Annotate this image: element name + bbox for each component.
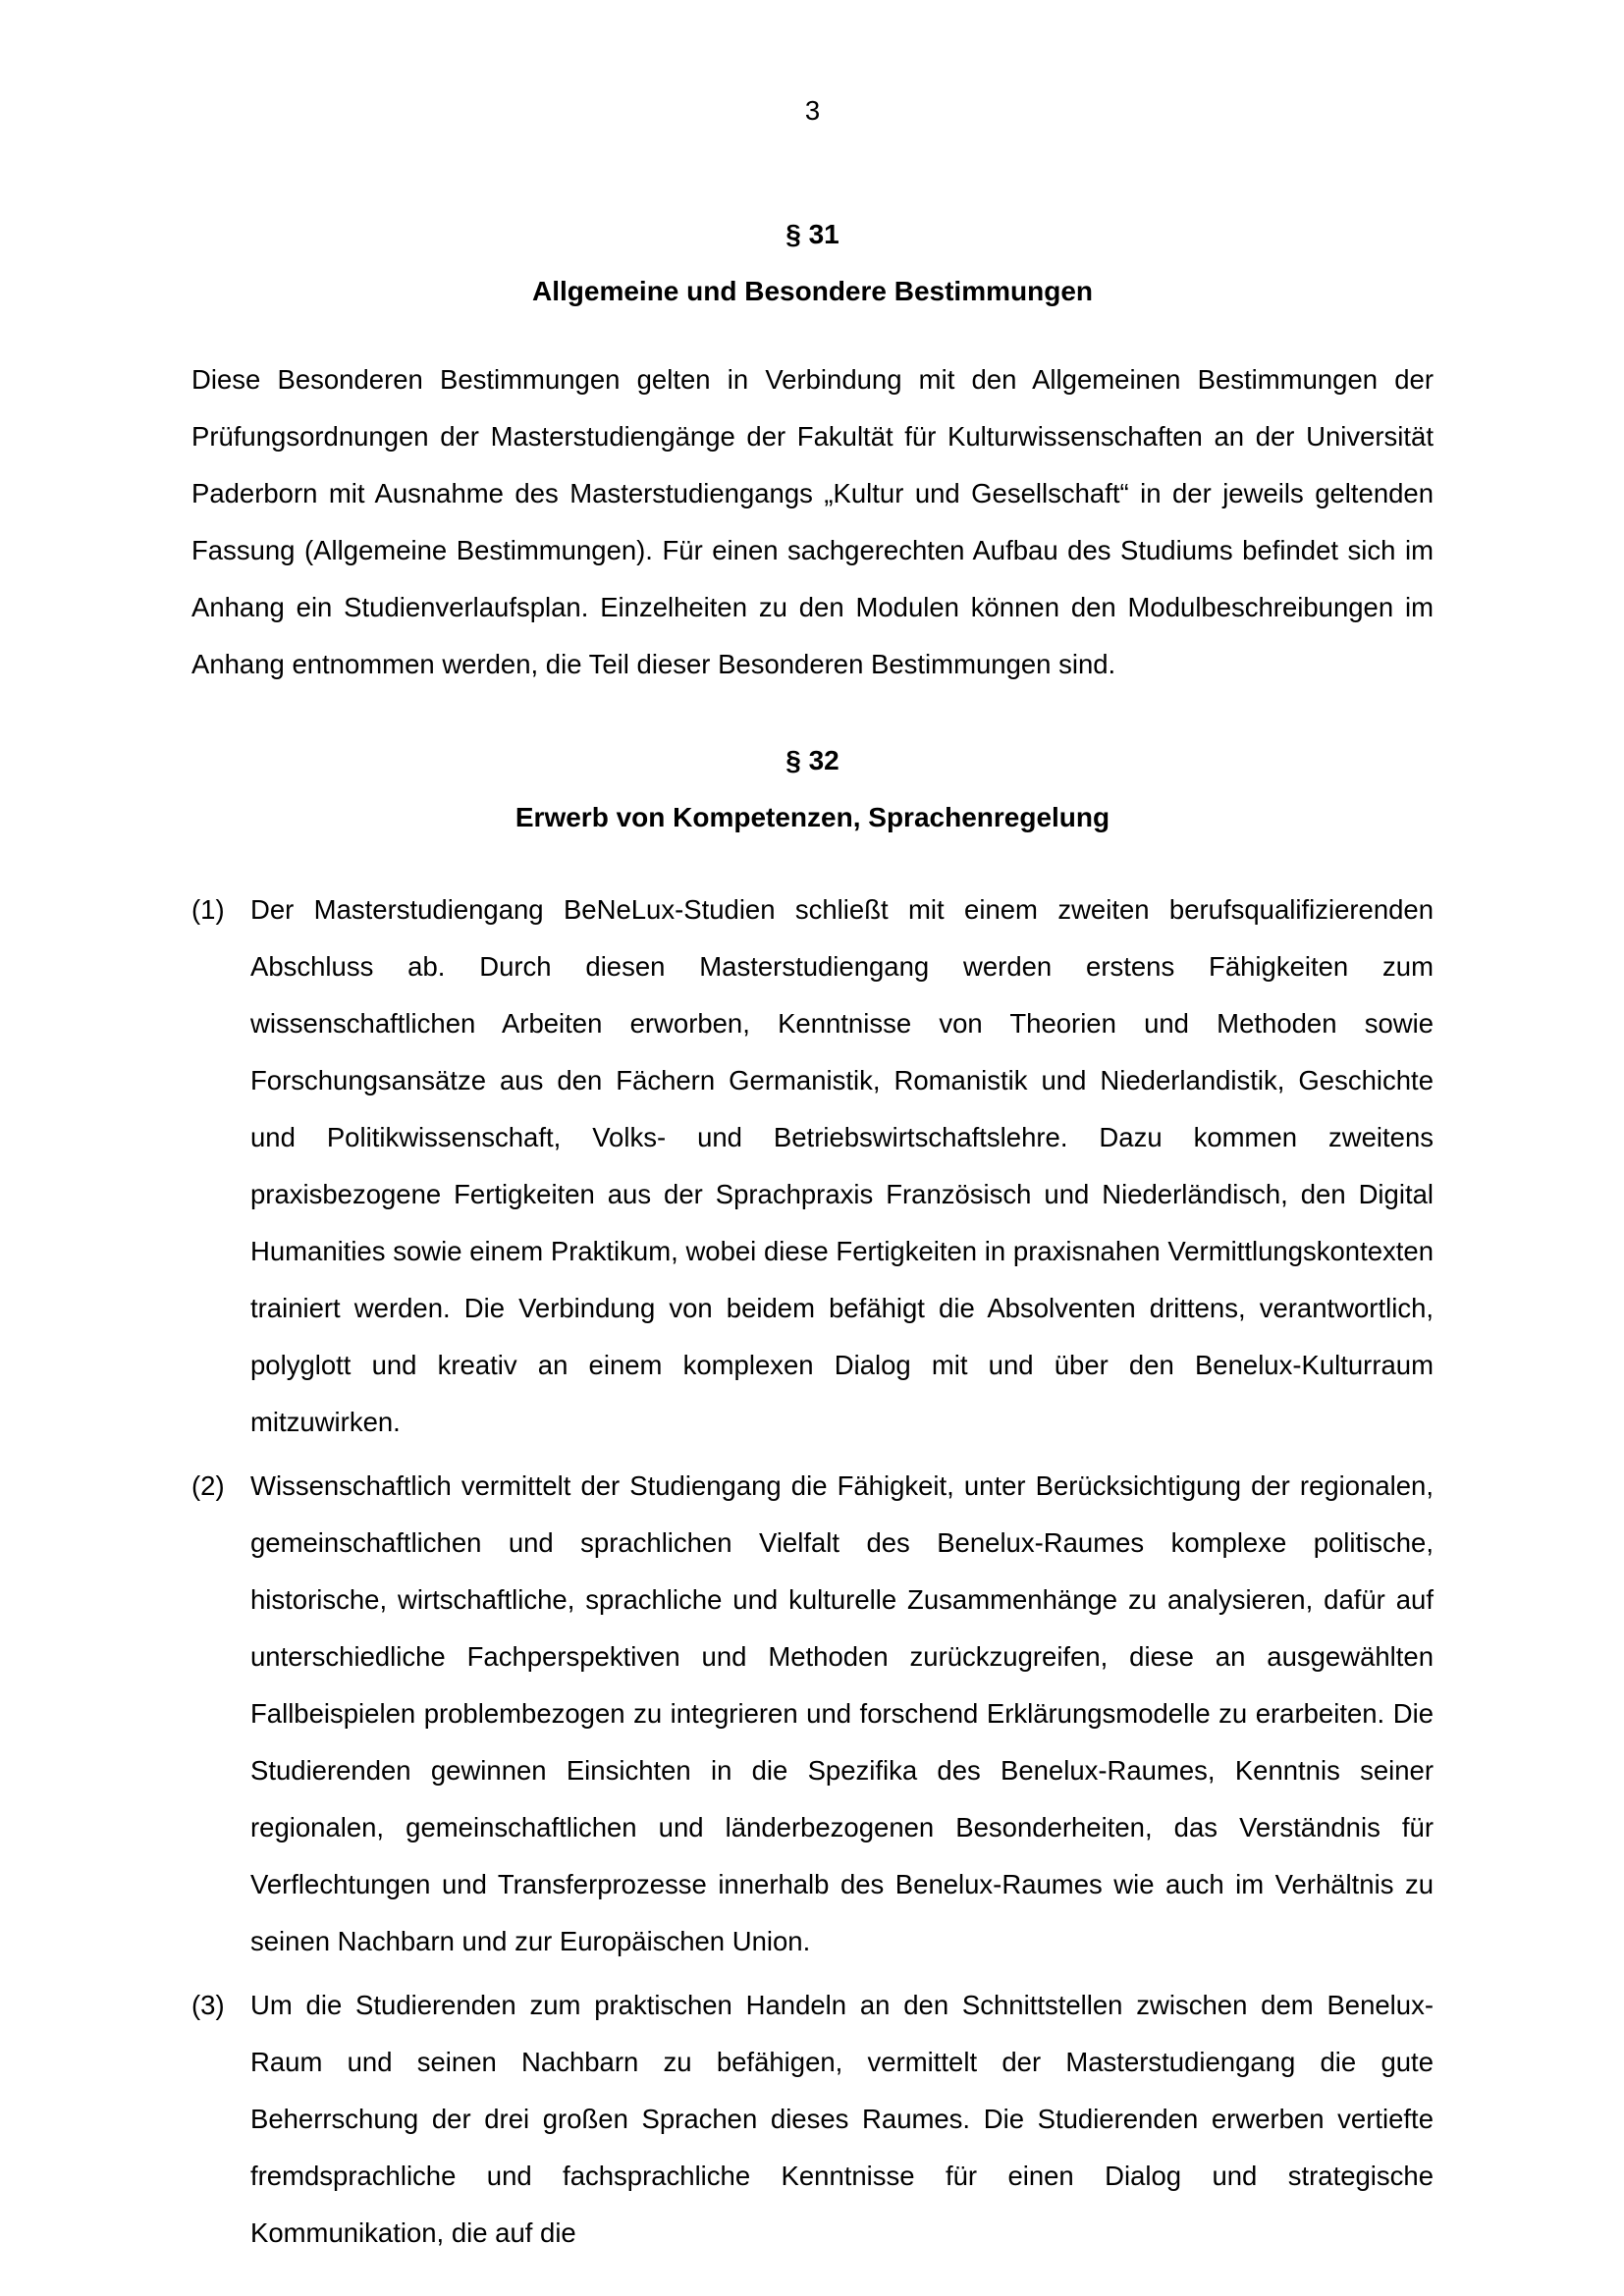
list-item-2-marker: (2) <box>191 1470 225 1501</box>
section-31-heading: § 31 <box>785 219 839 249</box>
list-item-1 <box>191 881 1434 1451</box>
list-item-1-marker: (1) <box>191 894 225 925</box>
list-item-3-marker: (3) <box>191 1990 225 2020</box>
section-31 <box>191 206 1434 693</box>
list-item-2-text: Wissenschaftlich vermittelt der Studiengang die Fähigkeit, unter Berücksichtigung der regionalen, gemeinschaftlichen und sprachlichen Vielfalt des Benelux-Raumes komplexe politische, historische, wirtschaftliche, sprachliche und kulturelle Zusammenhänge zu analysieren, dafür auf unterschiedliche Fachperspektiven und Methoden zurückzugreifen, diese an ausgewählten Fallbeispielen problembezogen zu integrieren und forschend Erklärungsmodelle zu erarbeiten. Die Studierenden gewinnen Einsichten in die Spezifika des Benelux-Raumes, Kenntnis seiner regionalen, gemeinschaftlichen und länderbezogenen Besonderheiten, das Verständnis für Verflechtungen und Transferprozesse innerhalb des Benelux-Raumes wie auch im Verhältnis zu seinen Nachbarn und zur Europäischen Union. <box>250 1470 1434 1956</box>
page-number: 3 <box>804 95 821 126</box>
section-31-title: Allgemeine und Besondere Bestimmungen <box>532 276 1093 306</box>
section-31-paragraph: Diese Besonderen Bestimmungen gelten in Verbindung mit den Allgemeinen Bestimmungen der Prüfungsordnungen der Masterstudiengänge der Fakultät für Kulturwissenschaften an der Universität Paderborn mit Ausnahme des Masterstudiengangs „Kultur und Gesellschaft“ in der jeweils geltenden Fassung (Allgemeine Bestimmungen). Für einen sachgerechten Aufbau des Studiums befindet sich im Anhang ein Studienverlaufsplan. Einzelheiten zu den Modulen können den Modulbeschreibungen im Anhang entnommen werden, die Teil dieser Besonderen Bestimmungen sind. <box>191 364 1434 679</box>
list-item-3-text: Um die Studierenden zum praktischen Handeln an den Schnittstellen zwischen dem Benelux-Raum und seinen Nachbarn zu befähigen, vermittelt der Masterstudiengang die gute Beherrschung der drei großen Sprachen dieses Raumes. Die Studierenden erwerben vertiefte fremdsprachliche und fachsprachliche Kenntnisse für einen Dialog und strategische Kommunikation, die auf die <box>250 1990 1434 2248</box>
section-32-items <box>191 881 1434 2262</box>
list-item-3 <box>191 1977 1434 2262</box>
section-32-title: Erwerb von Kompetenzen, Sprachenregelung <box>514 802 1110 832</box>
list-item-1-text: Der Masterstudiengang BeNeLux-Studien schließt mit einem zweiten berufsqualifizierenden Abschluss ab. Durch diesen Masterstudiengang werden erstens Fähigkeiten zum wissenschaftlichen Arbeiten erworben, Kenntnisse von Theorien und Methoden sowie Forschungsansätze aus den Fächern Germanistik, Romanistik und Niederlandistik, Geschichte und Politikwissenschaft, Volks- und Betriebswirtschaftslehre. Dazu kommen zweitens praxisbezogene Fertigkeiten aus der Sprachpraxis Französisch und Niederländisch, den Digital Humanities sowie einem Praktikum, wobei diese Fertigkeiten in praxisnahen Vermittlungskontexten trainiert werden. Die Verbindung von beidem befähigt die Absolventen drittens, verantwortlich, polyglott und kreativ an einem komplexen Dialog mit und über den Benelux-Kulturraum mitzuwirken. <box>250 894 1434 1437</box>
section-32-heading: § 32 <box>785 745 839 775</box>
section-32 <box>191 732 1434 2262</box>
list-item-2 <box>191 1458 1434 1970</box>
